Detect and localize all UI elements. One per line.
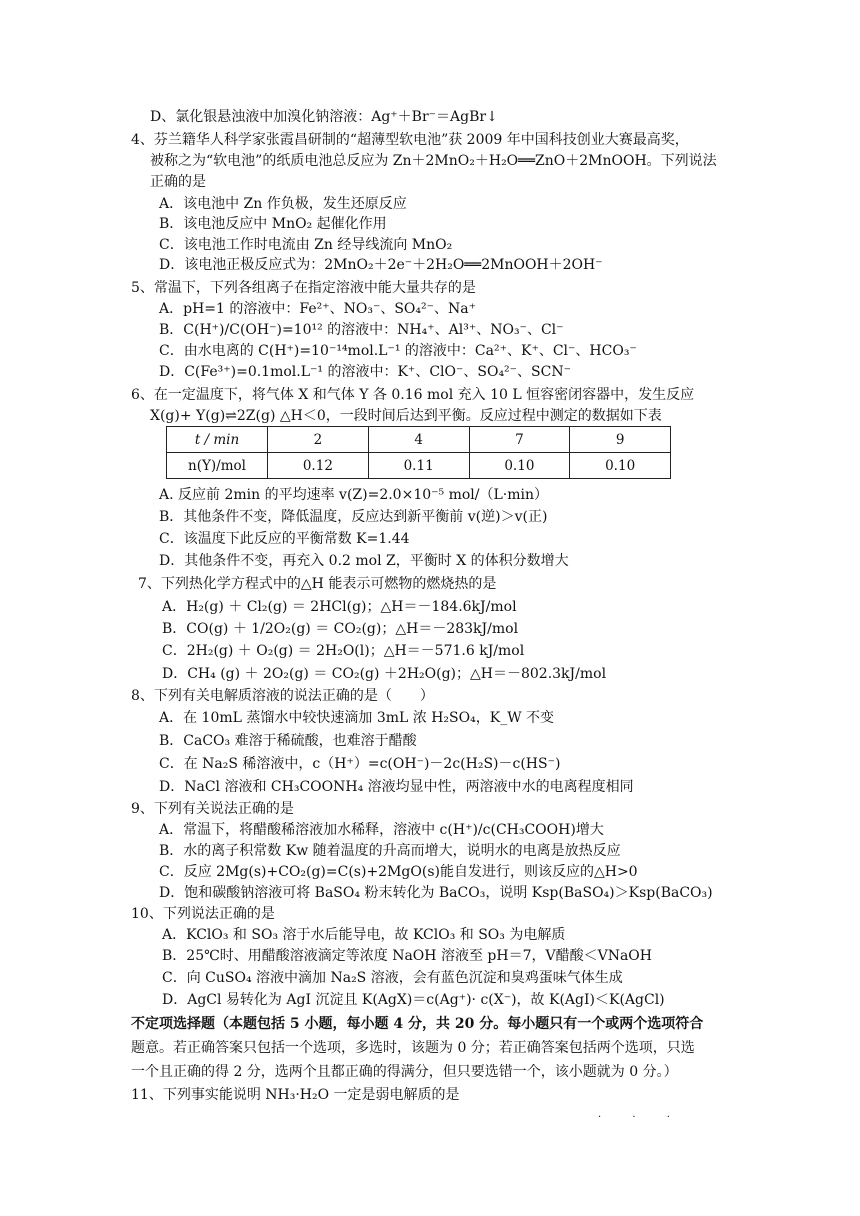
q6-option-c: C．该温度下此反应的平衡常数 K=1.44 [159,531,410,547]
q7-stem: 7、下列热化学方程式中的△H 能表示可燃物的燃烧热的是 [138,576,497,592]
q9-option-a: A．常温下，将醋酸稀溶液加水稀释，溶液中 c(H⁺)/c(CH₃COOH)增大 [159,822,604,838]
section-header-line-3: 一个且正确的得 2 分，选两个且都正确的得满分，但只要选错一个，该小题就为 0 分。） [131,1064,678,1080]
table-cell: 2 [268,427,369,453]
table-cell: 7 [469,427,570,453]
section-header-line-2: 题意。若正确答案只包括一个选项，多选时，该题为 0 分；若正确答案包括两个选项，只选 [131,1040,695,1056]
q6-option-a: A. 反应前 2min 的平均速率 v(Z)=2.0×10⁻⁵ mol/（L·min） [159,487,549,503]
q10-option-c: C．向 CuSO₄ 溶液中滴加 Na₂S 溶液，会有蓝色沉淀和臭鸡蛋味气体生成 [162,970,623,986]
q8-option-a: A．在 10mL 蒸馏水中较快速滴加 3mL 浓 H₂SO₄，K_W 不变 [159,710,555,726]
q5-option-d: D．C(Fe³⁺)=0.1mol.L⁻¹ 的溶液中：K⁺、ClO⁻、SO₄²⁻、SCN⁻ [159,364,572,380]
table-cell: 0.11 [368,453,469,479]
q8-stem: 8、下列有关电解质溶液的说法正确的是（ ） [131,688,434,704]
q4-stem-line-1: 4、芬兰籍华人科学家张霞昌研制的“超薄型软电池”获 2009 年中国科技创业大赛最高奖， [131,132,689,148]
q7-option-c: C．2H₂(g) ＋ O₂(g) ＝ 2H₂O(l)；△H＝－571.6 kJ/mol [162,643,525,659]
q7-option-b: B．CO(g) ＋ 1/2O₂(g) ＝ CO₂(g)；△H＝－283kJ/mol [162,621,519,637]
q11-stem: 11、下列事实能说明 NH₃·H₂O 一定是弱电解质的是 [131,1087,460,1103]
q6-stem-line-1: 6、在一定温度下，将气体 X 和气体 Y 各 0.16 mol 充入 10 L 恒容密闭容器中，发生反应 [131,387,695,403]
q8-option-b: B．CaCO₃ 难溶于稀硫酸，也难溶于醋酸 [159,733,417,749]
q10-stem: 10、下列说法正确的是 [131,906,275,922]
q4-option-d: D．该电池正极反应式为：2MnO₂＋2e⁻＋2H₂O══2MnOOH＋2OH⁻ [159,257,603,273]
table-cell: 9 [570,427,671,453]
q5-option-a: A．pH=1 的溶液中：Fe²⁺、NO₃⁻、SO₄²⁻、Na⁺ [159,301,477,317]
q4-stem-line-2: 被称之为“软电池”的纸质电池总反应为 Zn＋2MnO₂＋H₂O══ZnO＋2MnOOH。下列说法 [150,153,717,169]
q9-option-c: C．反应 2Mg(s)+CO₂(g)=C(s)+2MgO(s)能自发进行，则该反应的△H>0 [159,864,638,880]
q4-option-a: A．该电池中 Zn 作负极，发生还原反应 [159,196,407,212]
q8-option-c: C．在 Na₂S 稀溶液中，c（H⁺）=c(OH⁻)－2c(H₂S)－c(HS⁻) [159,756,561,772]
table-cell: t / min [167,427,268,453]
q9-stem: 9、下列有关说法正确的是 [131,801,294,817]
table-cell: 0.10 [469,453,570,479]
section-header-line-1: 不定项选择题（本题包括 5 小题，每小题 4 分，共 20 分。每小题只有一个或两个选项符合 [131,1016,704,1032]
q6-stem-line-2: X(g)+ Y(g)⇌2Z(g) △H＜0，一段时间后达到平衡。反应过程中测定的数据如下表 [150,408,662,424]
q7-option-d: D．CH₄ (g) ＋ 2O₂(g) ＝ CO₂(g) ＋2H₂O(g)；△H＝－802.3kJ/mol [162,666,607,682]
table-cell: 0.12 [268,453,369,479]
q5-option-b: B．C(H⁺)/C(OH⁻)=10¹² 的溶液中：NH₄⁺、Al³⁺、NO₃⁻、Cl⁻ [159,322,564,338]
table-cell: 0.10 [570,453,671,479]
q5-stem: 5、常温下，下列各组离子在指定溶液中能大量共存的是 [131,280,476,296]
q9-option-b: B．水的离子积常数 Kw 随着温度的升高而增大，说明水的电离是放热反应 [159,843,621,859]
table-cell: 4 [368,427,469,453]
q6-data-table [166,426,671,479]
q10-option-b: B．25℃时、用醋酸溶液滴定等浓度 NaOH 溶液至 pH＝7，V醋酸＜VNaOH [162,948,652,964]
table-cell: n(Y)/mol [167,453,268,479]
q4-stem-line-3: 正确的是 [150,174,206,190]
q4-option-c: C．该电池工作时电流由 Zn 经导线流向 MnO₂ [159,237,453,253]
q8-option-d: D．NaCl 溶液和 CH₃COONH₄ 溶液均显中性，两溶液中水的电离程度相同 [159,779,634,795]
q6-option-b: B．其他条件不变，降低温度，反应达到新平衡前 v(逆)＞v(正) [159,509,548,525]
q10-option-d: D．AgCl 易转化为 AgI 沉淀且 K(AgX)＝c(Ag⁺)· c(X⁻)，故 K(AgI)＜K(AgCl) [162,992,665,1008]
table-row [167,453,671,479]
q3-option-d: D、氯化银悬浊液中加溴化钠溶液：Ag⁺＋Br⁻＝AgBr↓ [150,109,498,125]
table-row [167,427,671,453]
q6-option-d: D．其他条件不变，再充入 0.2 mol Z，平衡时 X 的体积分数增大 [159,553,569,569]
q7-option-a: A．H₂(g) ＋ Cl₂(g) ＝ 2HCl(g)；△H＝－184.6kJ/mol [162,599,517,615]
q10-option-a: A．KClO₃ 和 SO₃ 溶于水后能导电，故 KClO₃ 和 SO₃ 为电解质 [162,927,566,943]
q9-option-d: D．饱和碳酸钠溶液可将 BaSO₄ 粉末转化为 BaCO₃，说明 Ksp(BaSO₄)＞Ksp(BaCO₃) [159,885,713,901]
q4-option-b: B．该电池反应中 MnO₂ 起催化作用 [159,216,387,232]
q5-option-c: C．由水电离的 C(H⁺)=10⁻¹⁴mol.L⁻¹ 的溶液中：Ca²⁺、K⁺、Cl⁻、HCO₃⁻ [159,343,637,359]
emphasis-dots: · · · [598,1112,684,1123]
